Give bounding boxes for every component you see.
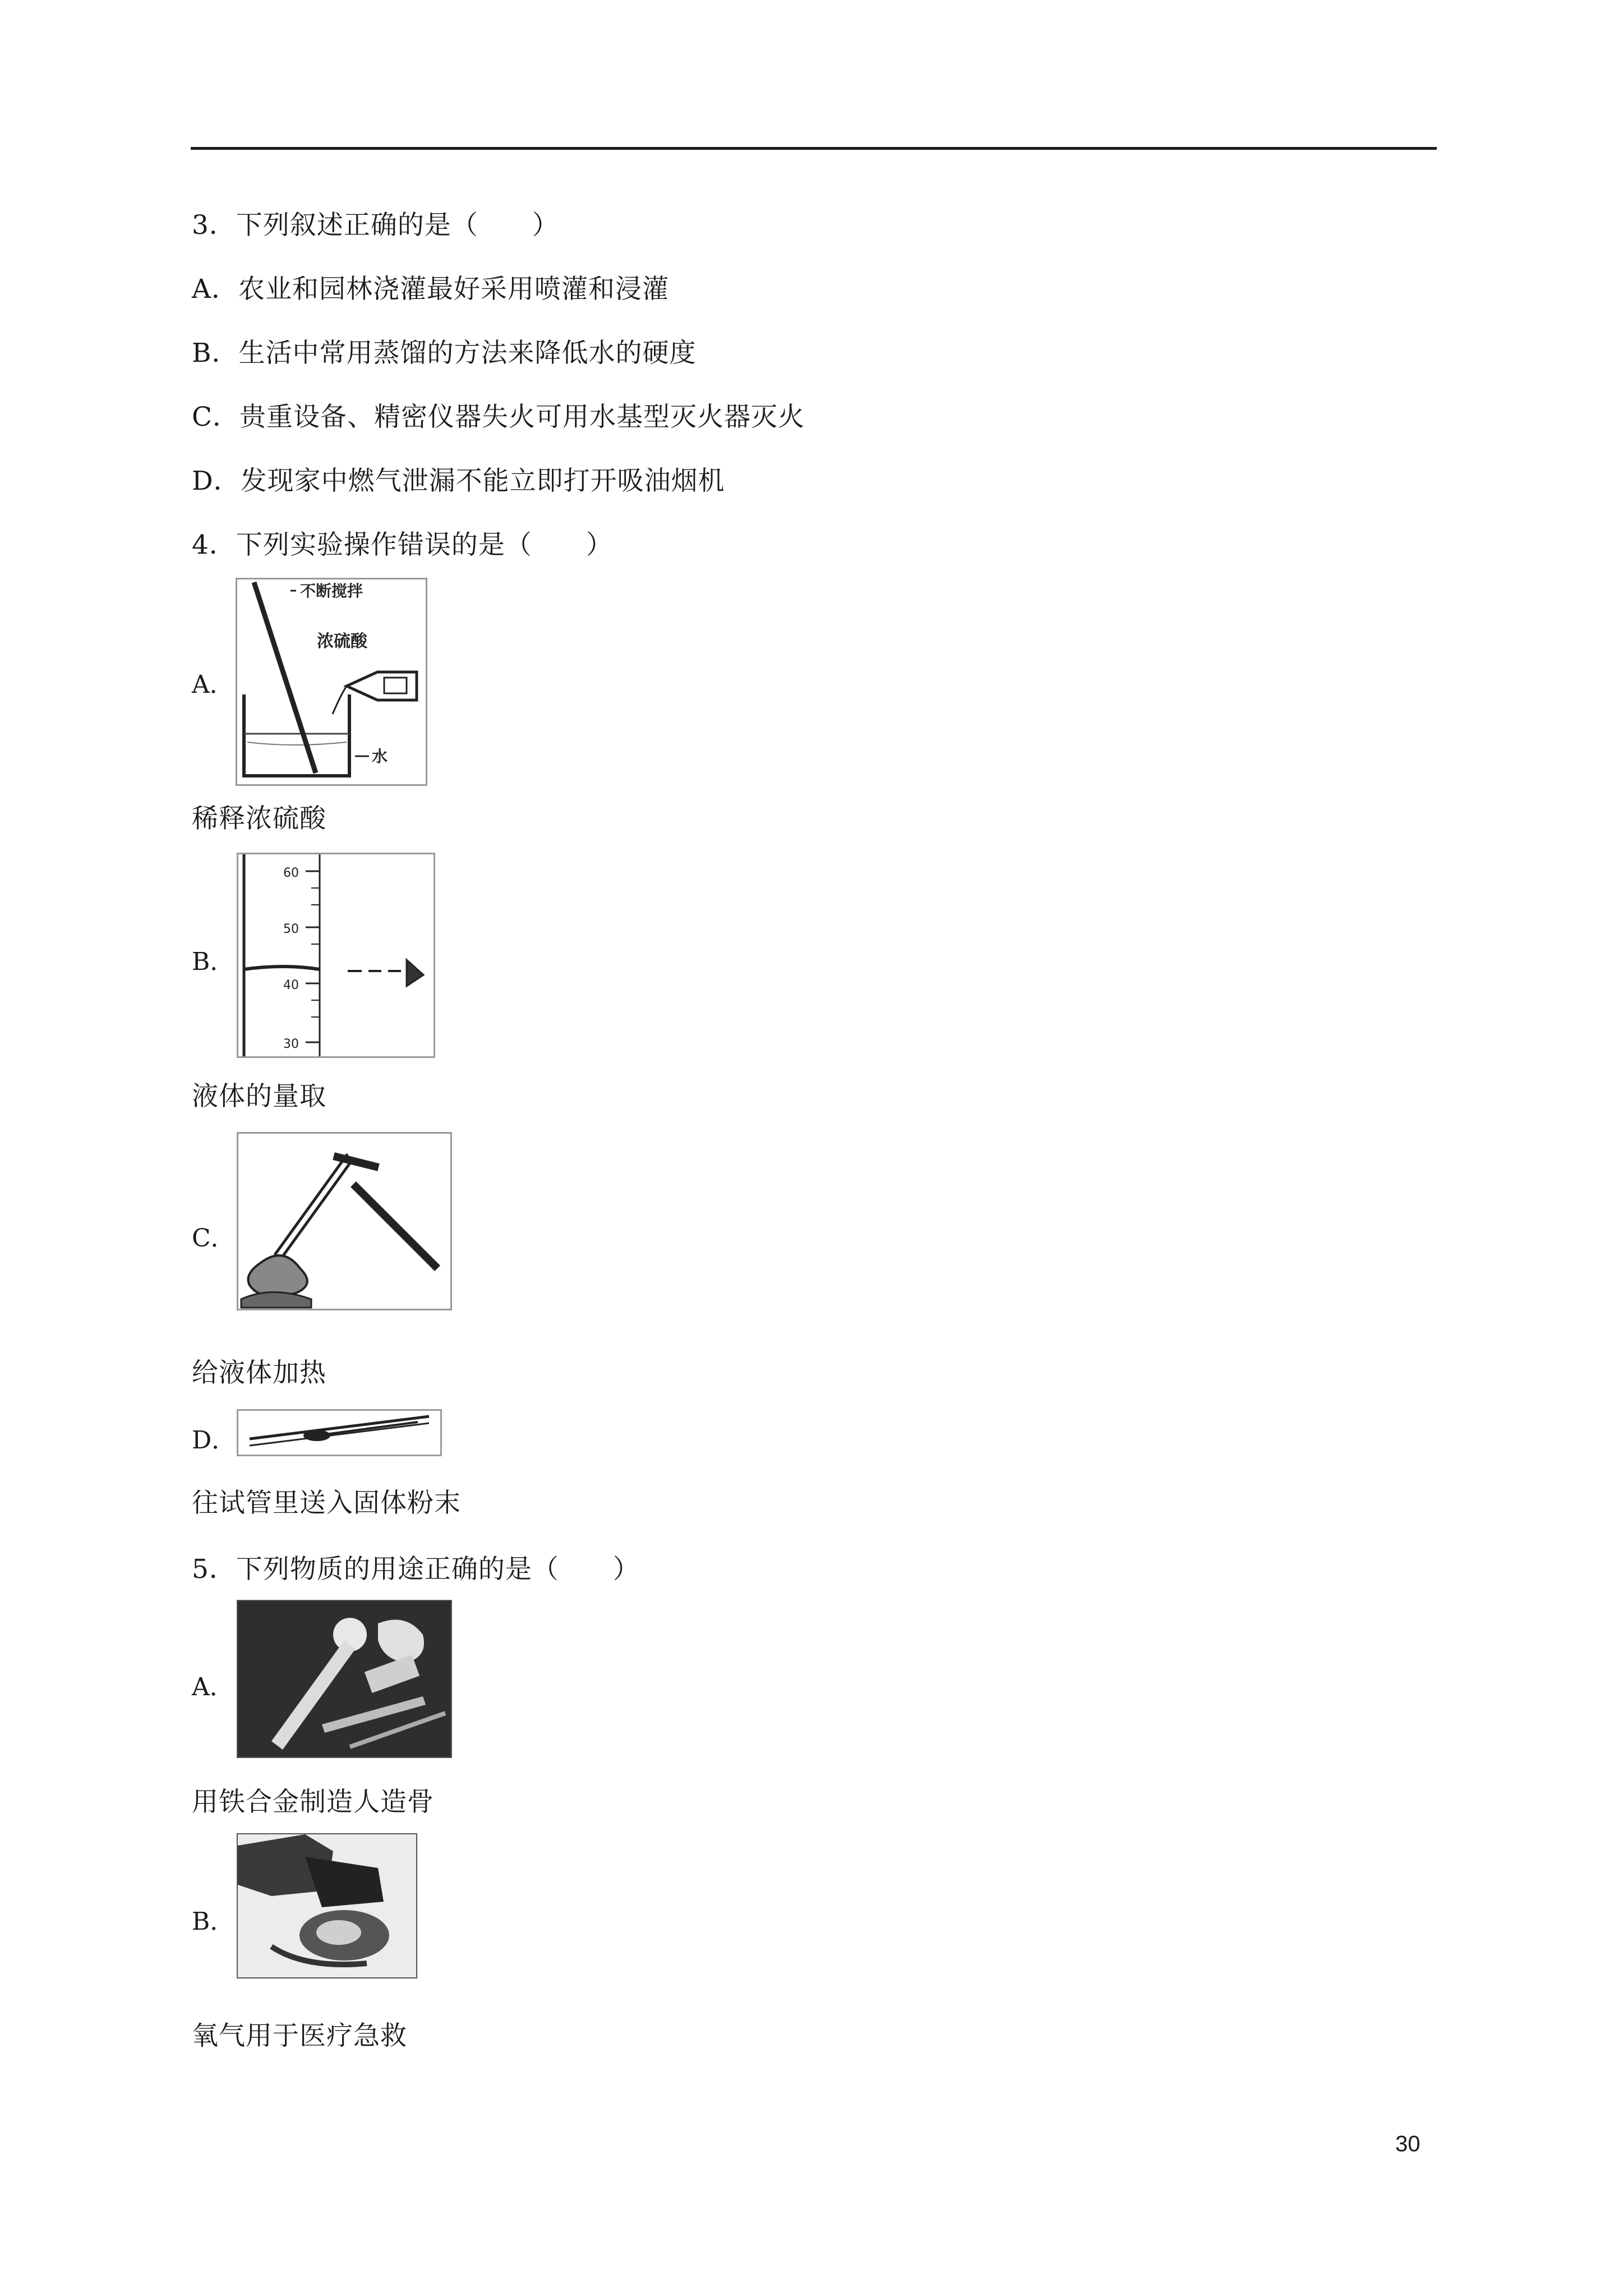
q4-option-a-label: A． <box>192 670 234 699</box>
q4-option-a-caption: 稀释浓硫酸 <box>192 803 326 834</box>
q4-option-d-caption: 往试管里送入固体粉末 <box>192 1488 461 1519</box>
page-number: 30 <box>1395 2132 1421 2156</box>
fig-label-stir: 不断搅拌 <box>300 582 363 600</box>
q3-option-a: A．农业和园林浇灌最好采用喷灌和浸灌 <box>192 274 669 305</box>
q4-option-b-label: B． <box>192 947 235 976</box>
tick-60: 60 <box>283 866 299 880</box>
figure-heating-liquid <box>237 1132 452 1310</box>
eye-icon <box>407 960 423 986</box>
figure-dilute-sulfuric-acid <box>236 578 427 786</box>
tick-40: 40 <box>283 978 299 992</box>
q4-option-c-caption: 给液体加热 <box>192 1358 326 1388</box>
powder-illustration <box>238 1411 440 1455</box>
figure-powder-into-tube <box>237 1409 442 1456</box>
q5-option-a-label: A． <box>192 1673 234 1701</box>
oxygen-photo <box>238 1834 416 1977</box>
q4-stem: 4．下列实验操作错误的是（ ） <box>192 530 613 560</box>
q5-option-b-label: B． <box>192 1907 235 1936</box>
q4-option-c-label: C． <box>192 1224 236 1253</box>
q5-option-a-caption: 用铁合金制造人造骨 <box>192 1787 434 1818</box>
cylinder-illustration <box>238 854 434 1056</box>
bone-photo <box>238 1601 451 1757</box>
tick-30: 30 <box>283 1037 299 1051</box>
heating-illustration <box>238 1134 450 1309</box>
q5-option-b-caption: 氧气用于医疗急救 <box>192 2021 407 2051</box>
q4-option-d-label: D． <box>192 1426 237 1455</box>
figure-graduated-cylinder <box>237 853 435 1058</box>
fig-label-conc-acid: 浓硫酸 <box>317 632 367 651</box>
q3-option-d: D．发现家中燃气泄漏不能立即打开吸油烟机 <box>192 466 725 496</box>
photo-artificial-bone <box>237 1600 452 1758</box>
dilute-acid-illustration <box>237 579 426 784</box>
q3-stem: 3．下列叙述正确的是（ ） <box>192 210 559 241</box>
q3-option-c: C．贵重设备、精密仪器失火可用水基型灭火器灭火 <box>192 402 805 432</box>
q4-option-b-caption: 液体的量取 <box>192 1081 326 1112</box>
tick-50: 50 <box>283 922 299 936</box>
q3-option-b: B．生活中常用蒸馏的方法来降低水的硬度 <box>192 338 697 369</box>
header-rule <box>191 147 1437 150</box>
q5-stem: 5．下列物质的用途正确的是（ ） <box>192 1554 640 1585</box>
fig-label-water: 水 <box>372 747 388 766</box>
photo-oxygen-first-aid <box>237 1833 417 1978</box>
